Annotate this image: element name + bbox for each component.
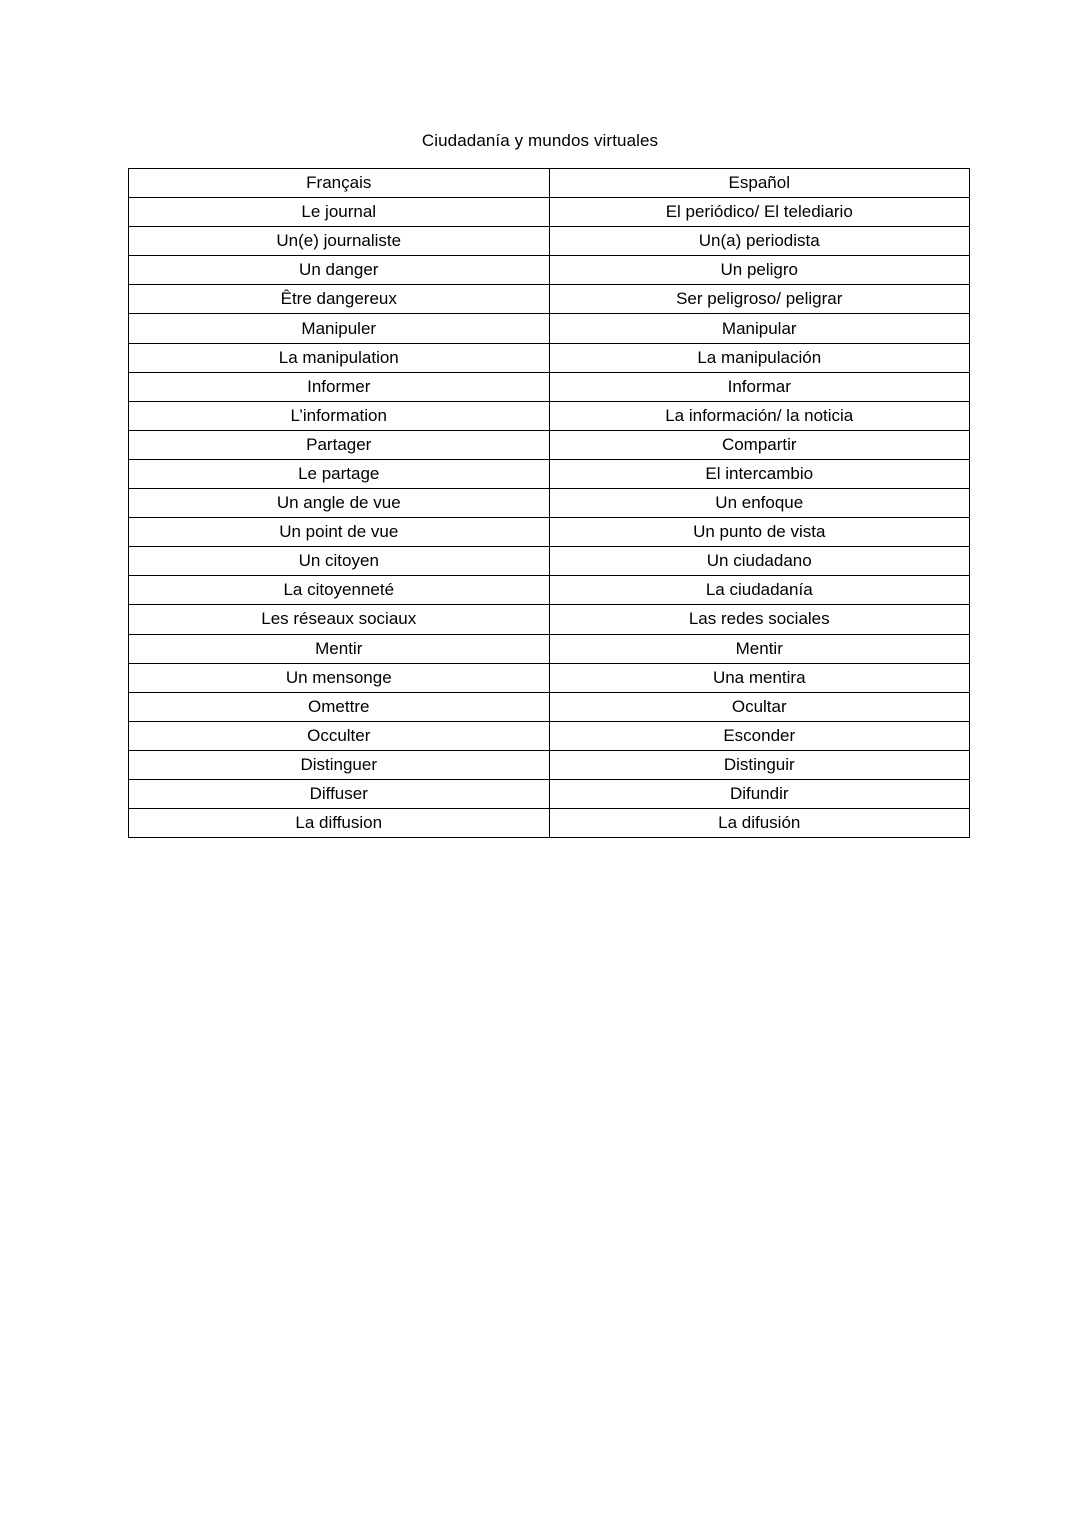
vocabulary-table-body — [129, 169, 970, 838]
table-row — [129, 605, 970, 634]
table-row — [129, 634, 970, 663]
table-row — [129, 343, 970, 372]
table-row — [129, 401, 970, 430]
cell-spanish: El periódico/ El telediario — [549, 198, 970, 227]
table-row — [129, 285, 970, 314]
cell-french: Un(e) journaliste — [129, 227, 550, 256]
cell-french: Distinguer — [129, 750, 550, 779]
table-row — [129, 518, 970, 547]
cell-french: Un angle de vue — [129, 489, 550, 518]
cell-spanish: Una mentira — [549, 663, 970, 692]
cell-french: Manipuler — [129, 314, 550, 343]
header-spanish: Español — [549, 169, 970, 198]
cell-french: Le journal — [129, 198, 550, 227]
header-french: Français — [129, 169, 550, 198]
cell-french: Diffuser — [129, 779, 550, 808]
table-row — [129, 372, 970, 401]
table-row — [129, 459, 970, 488]
cell-spanish: Un peligro — [549, 256, 970, 285]
cell-spanish: Compartir — [549, 430, 970, 459]
table-row — [129, 430, 970, 459]
cell-spanish: Manipular — [549, 314, 970, 343]
cell-french: Un danger — [129, 256, 550, 285]
cell-spanish: Esconder — [549, 721, 970, 750]
cell-french: Un citoyen — [129, 547, 550, 576]
cell-french: Un mensonge — [129, 663, 550, 692]
table-row — [129, 198, 970, 227]
cell-spanish: Distinguir — [549, 750, 970, 779]
cell-french: Un point de vue — [129, 518, 550, 547]
table-row — [129, 547, 970, 576]
table-header-row — [129, 169, 970, 198]
vocabulary-table — [128, 168, 970, 838]
table-row — [129, 692, 970, 721]
cell-french: Partager — [129, 430, 550, 459]
cell-french: L’information — [129, 401, 550, 430]
cell-spanish: La información/ la noticia — [549, 401, 970, 430]
cell-french: Omettre — [129, 692, 550, 721]
cell-spanish: Un ciudadano — [549, 547, 970, 576]
cell-spanish: Ser peligroso/ peligrar — [549, 285, 970, 314]
table-row — [129, 750, 970, 779]
cell-french: Le partage — [129, 459, 550, 488]
cell-french: Les réseaux sociaux — [129, 605, 550, 634]
cell-spanish: La manipulación — [549, 343, 970, 372]
cell-french: La manipulation — [129, 343, 550, 372]
cell-spanish: Las redes sociales — [549, 605, 970, 634]
cell-spanish: La ciudadanía — [549, 576, 970, 605]
cell-spanish: Ocultar — [549, 692, 970, 721]
cell-french: Mentir — [129, 634, 550, 663]
cell-french: Occulter — [129, 721, 550, 750]
table-row — [129, 256, 970, 285]
table-row — [129, 809, 970, 838]
table-row — [129, 663, 970, 692]
cell-spanish: Mentir — [549, 634, 970, 663]
cell-french: La diffusion — [129, 809, 550, 838]
table-row — [129, 721, 970, 750]
cell-french: Être dangereux — [129, 285, 550, 314]
cell-french: Informer — [129, 372, 550, 401]
table-row — [129, 227, 970, 256]
table-row — [129, 576, 970, 605]
table-row — [129, 489, 970, 518]
document-title: Ciudadanía y mundos virtuales — [421, 131, 659, 150]
cell-spanish: Informar — [549, 372, 970, 401]
cell-french: La citoyenneté — [129, 576, 550, 605]
cell-spanish: El intercambio — [549, 459, 970, 488]
cell-spanish: Un(a) periodista — [549, 227, 970, 256]
cell-spanish: Difundir — [549, 779, 970, 808]
table-row — [129, 779, 970, 808]
table-row — [129, 314, 970, 343]
cell-spanish: Un enfoque — [549, 489, 970, 518]
cell-spanish: La difusión — [549, 809, 970, 838]
cell-spanish: Un punto de vista — [549, 518, 970, 547]
